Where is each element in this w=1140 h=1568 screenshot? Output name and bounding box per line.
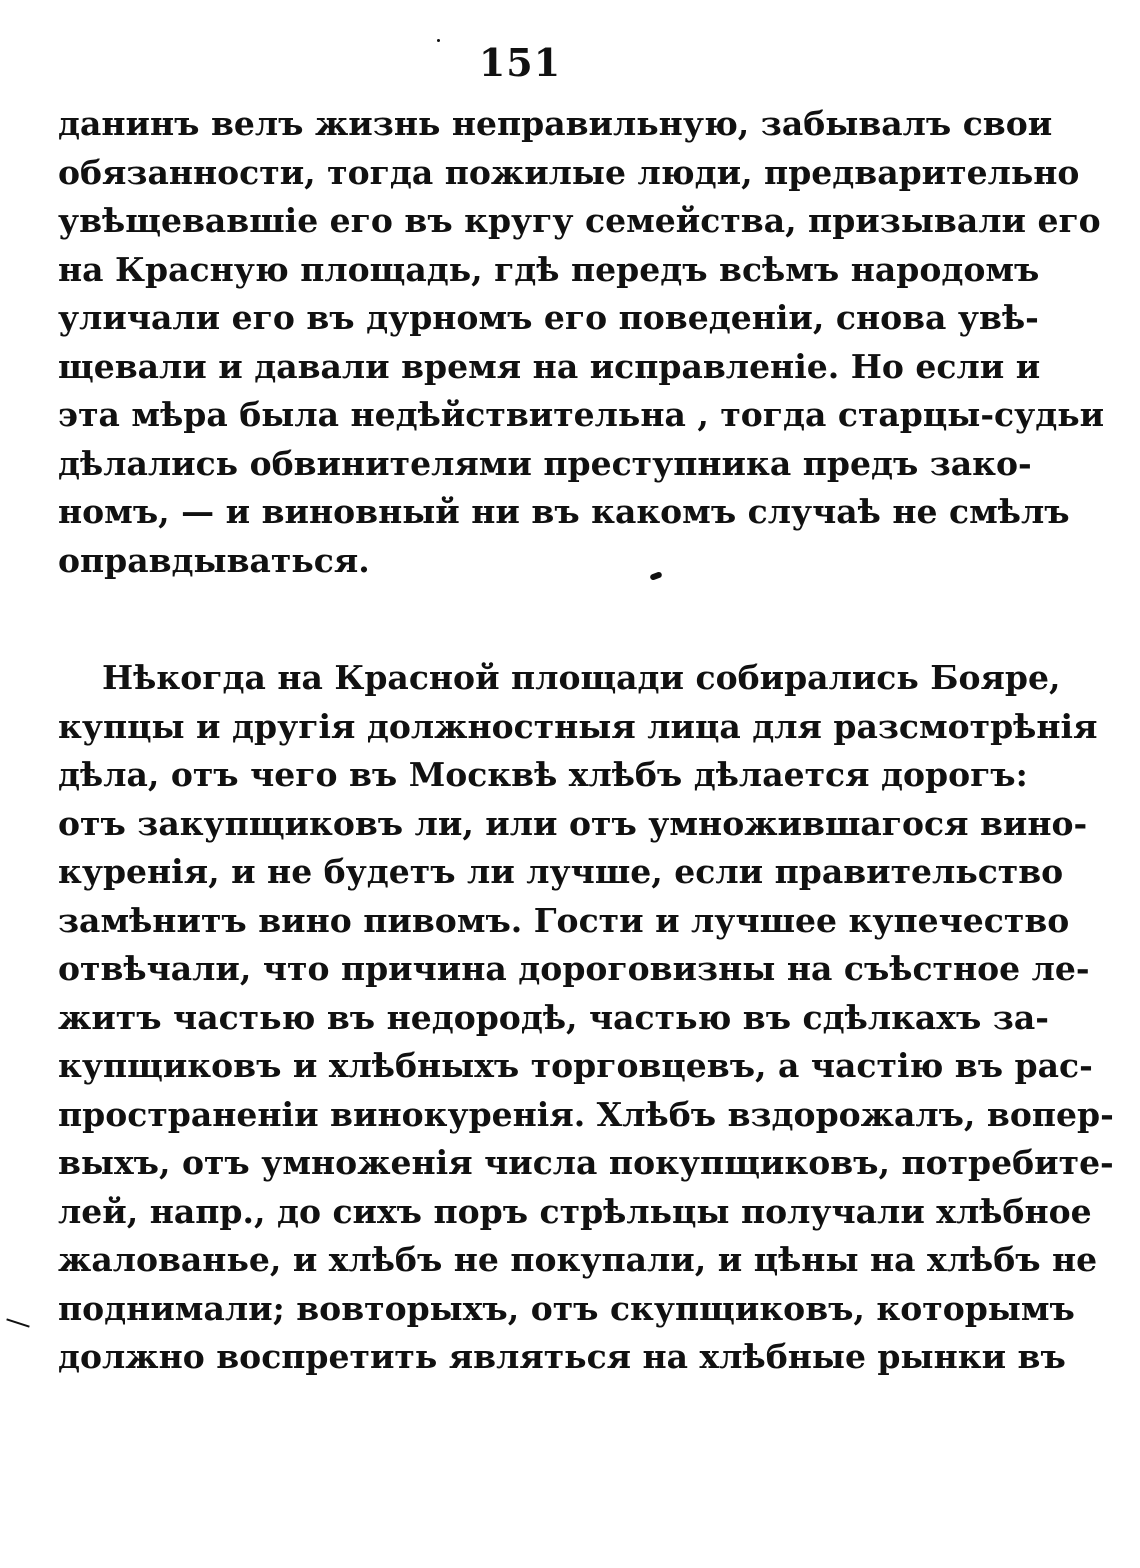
text-line: дѣла, отъ чего въ Москвѣ хлѣбъ дѣлается дорогъ:: [58, 755, 1028, 794]
text-line: щевали и давали время на исправленіе. Но если и: [58, 346, 1041, 386]
text-line: лей, напр., до сихъ поръ стрѣльцы получали хлѣбное: [58, 1191, 1092, 1231]
text-line: жалованье, и хлѣбъ не покупали, и цѣны на хлѣбъ не: [58, 1240, 1098, 1279]
text-line: куренія, и не будетъ ли лучше, если правительство: [58, 852, 1064, 891]
paragraph-1: [58, 100, 1105, 585]
text-line: поднимали; вовторыхъ, отъ скупщиковъ, которымъ: [58, 1288, 1075, 1328]
paragraph-2: [58, 654, 1114, 1382]
text-line: отвѣчали, что причина дороговизны на съѣстное ле-: [58, 949, 1090, 988]
text-line: должно воспретить являться на хлѣбные рынки въ: [58, 1337, 1066, 1376]
text-line: номъ, — и виновный ни въ какомъ случаѣ не смѣлъ: [58, 492, 1070, 531]
text-line: данинъ велъ жизнь неправильную, забывалъ свои: [58, 104, 1053, 143]
text-line: купщиковъ и хлѣбныхъ торговцевъ, а частію въ рас-: [58, 1046, 1093, 1085]
text-line: Нѣкогда на Красной площади собирались Бояре,: [102, 658, 1061, 697]
text-line: уличали его въ дурномъ его поведеніи, снова увѣ-: [58, 298, 1039, 337]
text-line: пространеніи винокуренія. Хлѣбъ вздорожалъ, вопер-: [58, 1094, 1114, 1134]
text-line: на Красную площадь, гдѣ передъ всѣмъ народомъ: [58, 249, 1040, 289]
text-line: эта мѣра была недѣйствительна , тогда старцы-судьи: [58, 395, 1105, 434]
text-line: обязанности, тогда пожилые люди, предварительно: [58, 152, 1080, 192]
text-line: выхъ, отъ умноженія числа покупщиковъ, потребите-: [58, 1143, 1114, 1182]
text-line: дѣлались обвинителями преступника предъ зако-: [58, 443, 1032, 483]
text-line: замѣнитъ вино пивомъ. Гости и лучшее купечество: [58, 900, 1070, 940]
text-line: увѣщевавшіе его въ кругу семейства, призывали его: [58, 201, 1101, 240]
text-line: купцы и другія должностныя лица для разсмотрѣнія: [58, 706, 1098, 746]
page-number: 151: [478, 40, 562, 85]
ink-speck: [437, 39, 440, 42]
text-line: оправдываться.: [58, 540, 370, 580]
text-line: житъ частью въ недородѣ, частью въ сдѣлкахъ за-: [58, 997, 1049, 1037]
text-line: отъ закупщиковъ ли, или отъ умножившагося вино-: [58, 803, 1088, 843]
ink-speck: [6, 1318, 29, 1327]
